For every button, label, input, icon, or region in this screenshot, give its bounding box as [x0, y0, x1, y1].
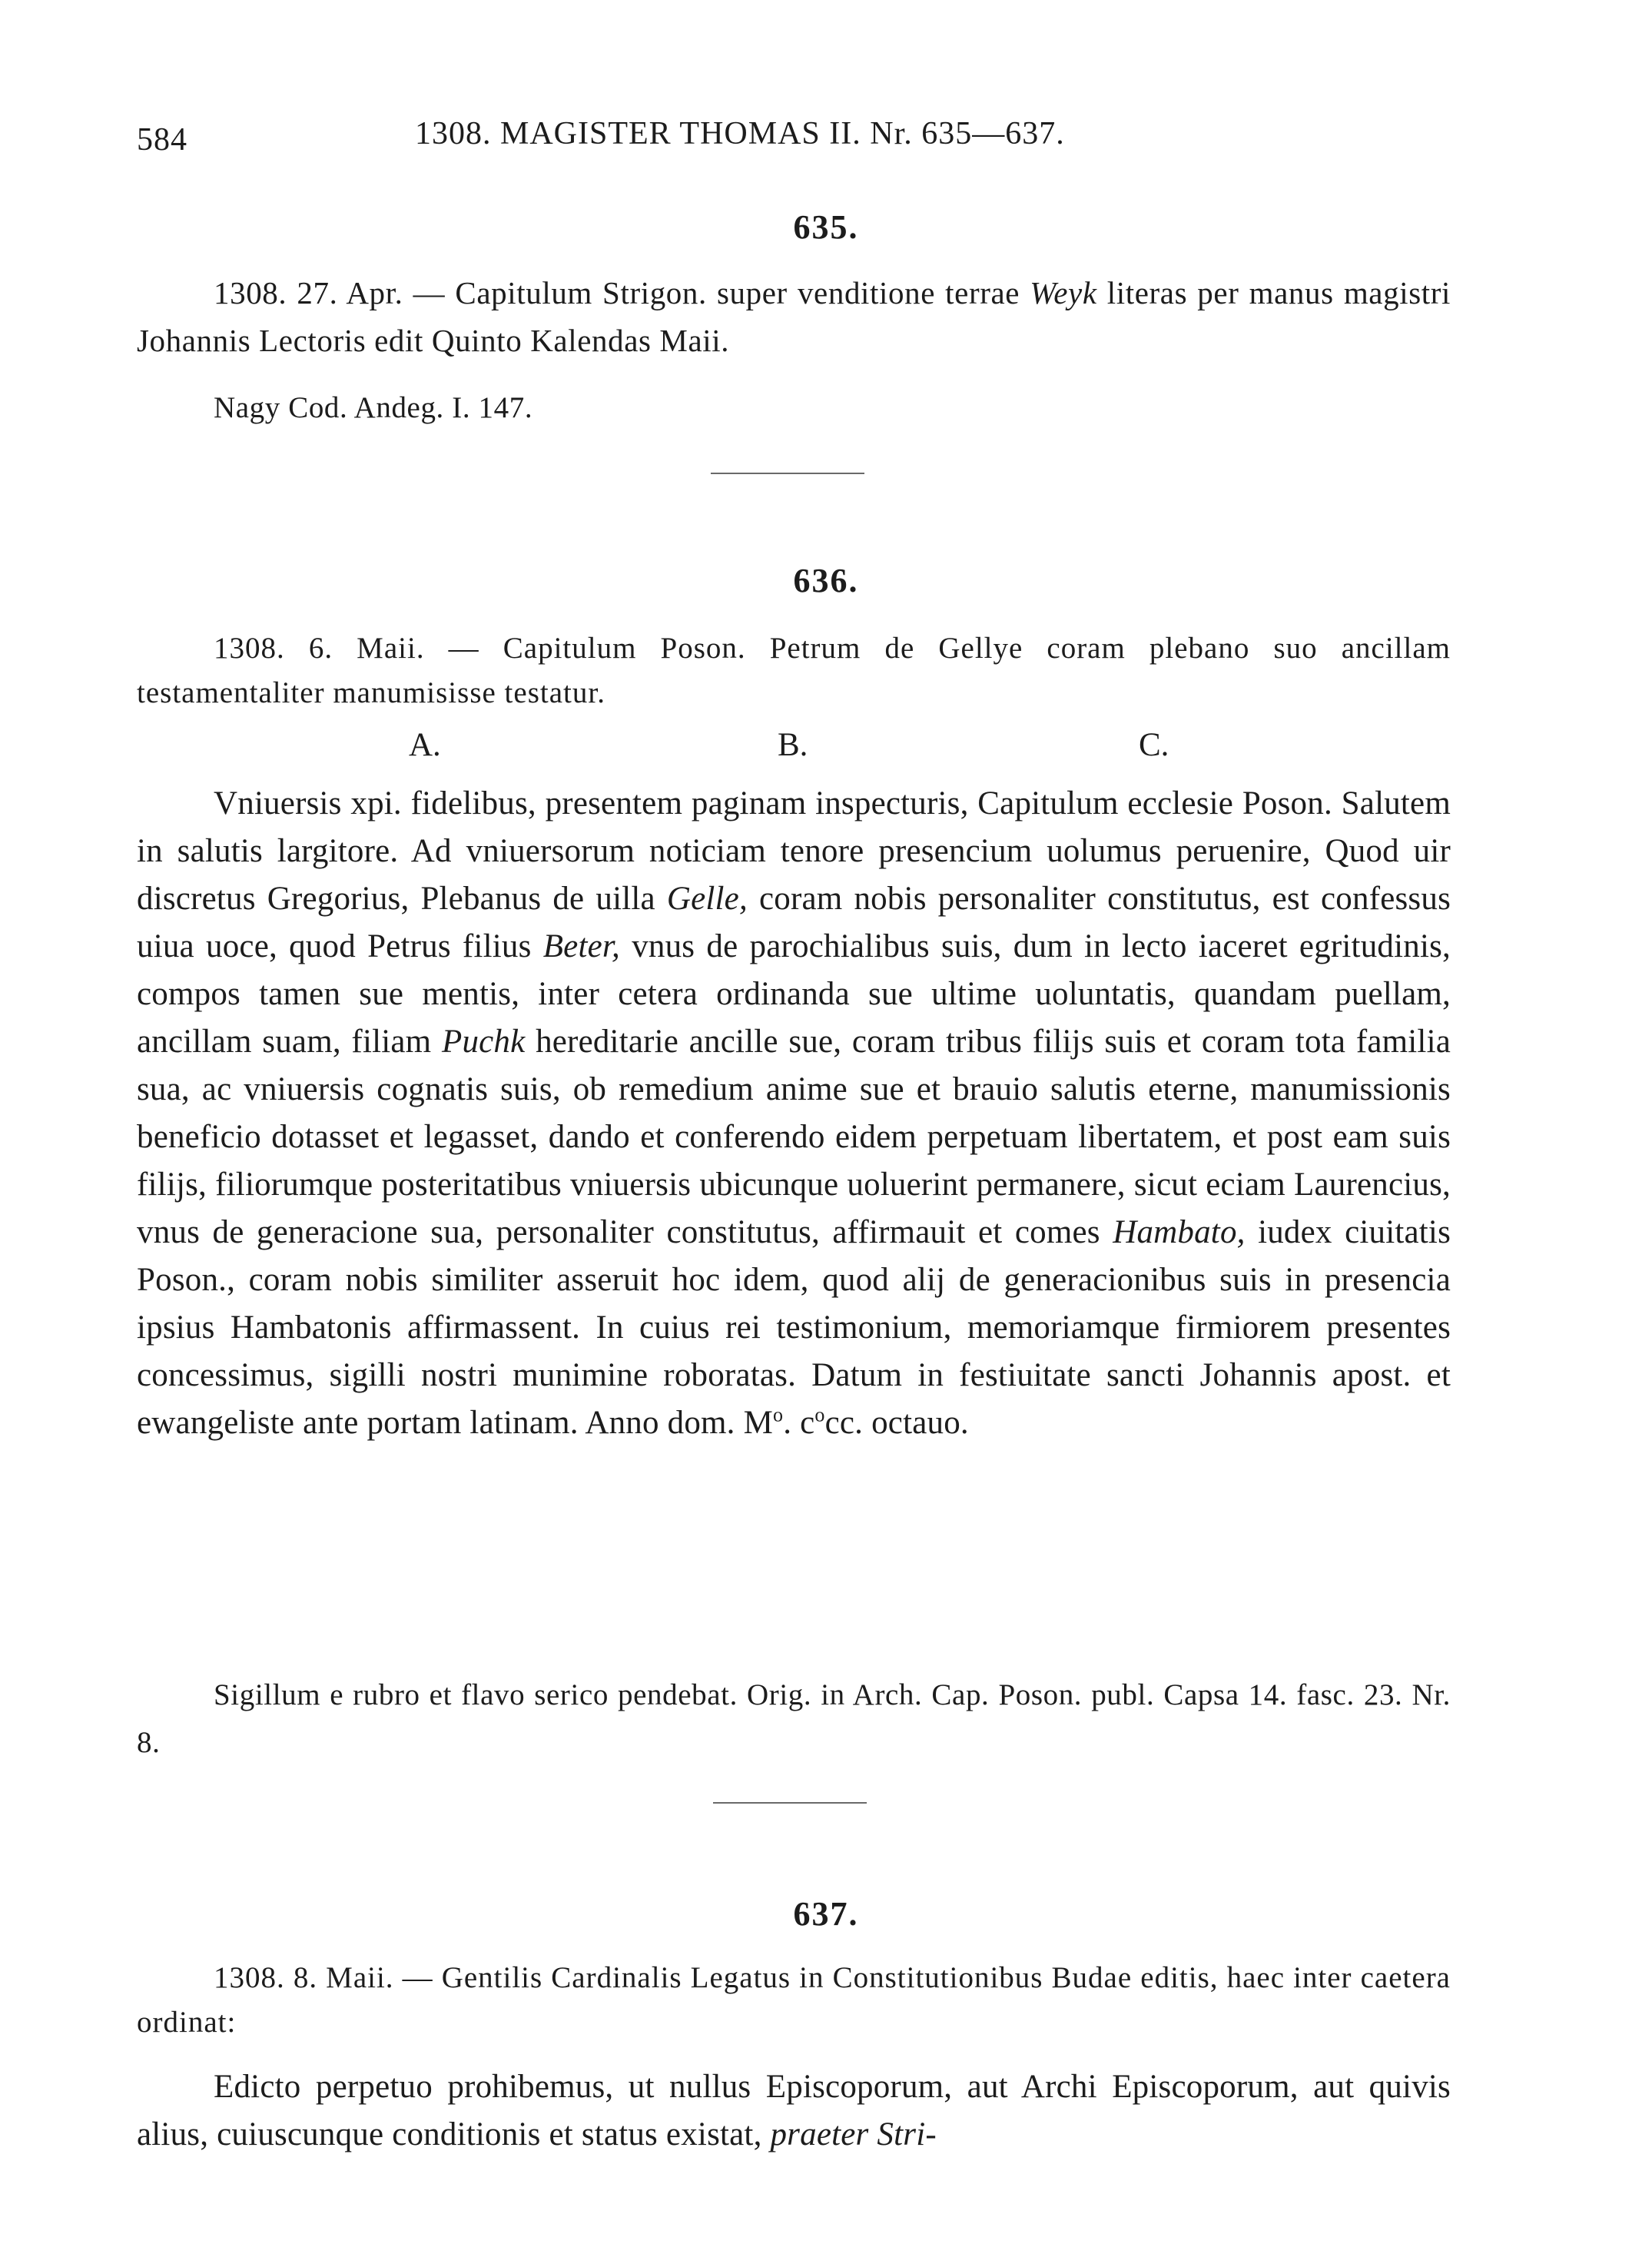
charter-text-part: cc. octauo.: [824, 1405, 969, 1441]
place-name-strigon: praeter Stri-: [770, 2116, 937, 2152]
person-name-beter: Beter,: [542, 928, 621, 964]
page-number: 584: [137, 122, 187, 158]
source-note-635-text: Nagy Cod. Andeg. I. 147.: [214, 391, 533, 424]
regest-635-text: 1308. 27. Apr. — Capitulum Strigon. super venditione terrae: [214, 275, 1020, 310]
regest-635-text-cont: literas per manus magistri Johannis Lectoris edit Quinto Kalendas Maii.: [137, 275, 1451, 358]
running-head: [137, 115, 1174, 177]
charter-text-637: [137, 2063, 1451, 2159]
regest-636-text: 1308. 6. Maii. — Capitulum Poson. Petrum de Gellye coram plebano suo ancillam testamentaliter manumisisse testatur.: [137, 632, 1451, 709]
document-number-637: 637.: [793, 1895, 859, 1933]
charter-text-part: . c: [783, 1405, 815, 1441]
manuscript-siglum-a: A.: [409, 727, 441, 763]
place-name-weyk: Weyk: [1030, 275, 1097, 310]
manuscript-siglum-c: C.: [1139, 727, 1169, 763]
running-head-title: 1308. MAGISTER THOMAS II. Nr. 635—637.: [415, 116, 1065, 151]
superscript-o: o: [773, 1403, 784, 1426]
charter-text-part: coram nobis personaliter constitutus, est confessus uiua uoce, quod Petrus filius: [137, 881, 1451, 964]
charter-text-part: vnus de parochialibus suis, dum in lecto iaceret egritudinis, compos tamen sue mentis, inter cetera ordinanda sue ultime uoluntatis, quandam puellam, ancillam suam, filiam: [137, 928, 1451, 1060]
person-name-puchk: Puchk: [441, 1024, 526, 1060]
manuscript-siglum-b: B.: [778, 727, 808, 763]
regest-635: [137, 269, 1451, 364]
superscript-o: o: [814, 1403, 825, 1426]
source-note-636-text: Sigillum e rubro et flavo serico pendebat. Orig. in Arch. Cap. Poson. publ. Capsa 14. fasc. 23. Nr. 8.: [137, 1678, 1451, 1759]
separator-rule-1: [711, 473, 864, 474]
regest-637: [137, 1956, 1451, 2045]
place-name-gelle: Gelle,: [666, 881, 748, 917]
charter-text-part: Vniuersis xpi. fidelibus, presentem paginam inspecturis, Capitulum ecclesie Poson. Salutem in salutis largitore. Ad vniuersorum noticiam tenore presencium uolumus peruenire, Quod uir discretus Gregorius, Plebanus de uilla: [137, 785, 1451, 917]
charter-text-part: hereditarie ancille sue, coram tribus filijs suis et coram tota familia sua, ac vniuersis cognatis suis, ob remedium anime sue et brauio salutis eterne, manumissionis beneficio dotasset et legasset, dando et conferendo eidem perpetuam libertatem, et post eam suis filijs, filiorumque posteritatibus vniuersis ubicunque uoluerint permanere, sicut eciam Laurencius, vnus de generacione sua, personaliter constitutus, affirmauit et comes: [137, 1024, 1451, 1250]
source-note-636: [137, 1671, 1451, 1767]
document-number-635: 635.: [793, 208, 859, 246]
document-number-636: 636.: [793, 562, 859, 599]
source-note-635: [137, 384, 1451, 432]
regest-637-text: 1308. 8. Maii. — Gentilis Cardinalis Legatus in Constitutionibus Budae editis, haec inter caetera ordinat:: [137, 1961, 1451, 2039]
regest-636: [137, 626, 1451, 715]
separator-rule-2: [713, 1802, 867, 1804]
charter-text-636: [137, 780, 1451, 1447]
person-name-hambato: Hambato,: [1113, 1214, 1246, 1250]
charter-text-part: iudex ciuitatis Poson., coram nobis similiter asseruit hoc idem, quod alij de generacionibus suis in presencia ipsius Hambatonis affirmassent. In cuius rei testimonium, memoriamque firmiorem presentes concessimus, sigilli nostri munimine roboratas. Datum in festiuitate sancti Johannis apost. et ewangeliste ante portam latinam. Anno dom. M: [137, 1214, 1451, 1441]
charter-text-part: Edicto perpetuo prohibemus, ut nullus Episcoporum, aut Archi Episcoporum, aut quivis alius, cuiuscunque conditionis et status existat,: [137, 2069, 1451, 2152]
